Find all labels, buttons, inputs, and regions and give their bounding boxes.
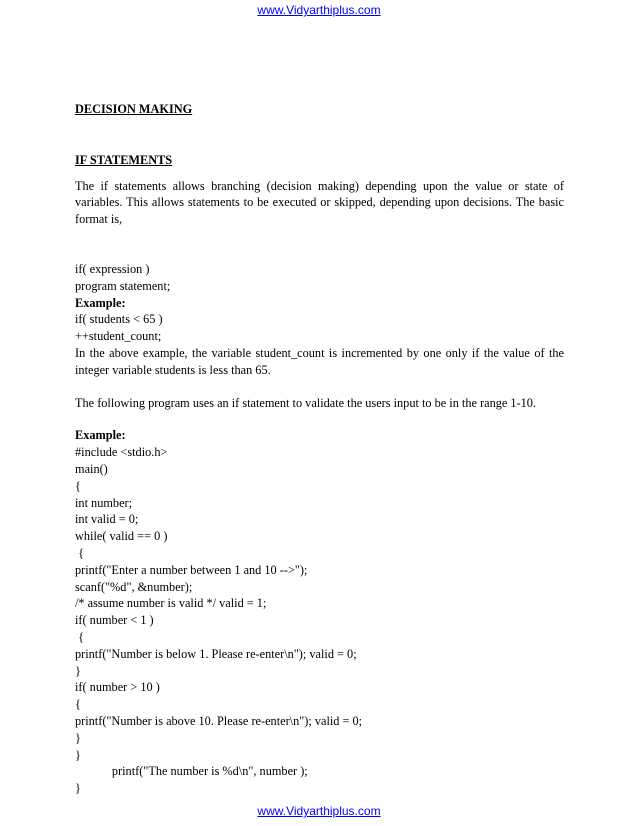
code-line: { [75, 545, 84, 560]
code-line: int number; [75, 495, 133, 510]
explanation-paragraph: In the above example, the variable student_count is incremented by one only if the value of the integer variable students is less than 65. [75, 345, 564, 377]
code-line: /* assume number is valid */ valid = 1; [75, 596, 267, 611]
format-line: program statement; [75, 278, 171, 293]
code-line: printf("Number is above 10. Please re-enter\n"); valid = 0; [75, 713, 363, 728]
example-label: Example: [75, 295, 126, 310]
code-line: #include <stdio.h> [75, 445, 168, 460]
code-line: } [75, 747, 81, 762]
code-line: if( number < 1 ) [75, 613, 154, 628]
code-line: int valid = 0; [75, 512, 139, 527]
example-line: if( students < 65 ) [75, 312, 163, 327]
code-line: { [75, 478, 81, 493]
code-line: } [75, 663, 81, 678]
document-body [75, 101, 564, 797]
code-line: printf("Number is below 1. Please re-enter\n"); valid = 0; [75, 646, 357, 661]
section-title: DECISION MAKING [75, 102, 193, 116]
subsection-title: IF STATEMENTS [75, 152, 173, 167]
code-line: printf("Enter a number between 1 and 10 -->"); [75, 562, 308, 577]
code-line: } [75, 781, 81, 796]
code-line: main() [75, 461, 108, 476]
intro-paragraph: The if statements allows branching (decision making) depending upon the value or state of variables. This allows statements to be executed or skipped, depending upon decisions. The basic format is, [75, 178, 564, 227]
code-line: if( number > 10 ) [75, 680, 160, 695]
code-line: scanf("%d", &number); [75, 579, 193, 594]
code-line: printf("The number is %d\n", number ); [75, 764, 308, 779]
format-line: if( expression ) [75, 261, 150, 276]
example-line: ++student_count; [75, 329, 162, 344]
code-line: { [75, 697, 81, 712]
footer-link[interactable]: www.Vidyarthiplus.com [257, 804, 381, 818]
example-label: Example: [75, 428, 126, 443]
code-block [75, 444, 564, 797]
code-line: } [75, 730, 81, 745]
program-intro-paragraph: The following program uses an if statement to validate the users input to be in the range 1-10. [75, 395, 537, 410]
code-line: { [75, 629, 84, 644]
header-link[interactable]: www.Vidyarthiplus.com [257, 3, 381, 17]
code-line: while( valid == 0 ) [75, 529, 168, 544]
